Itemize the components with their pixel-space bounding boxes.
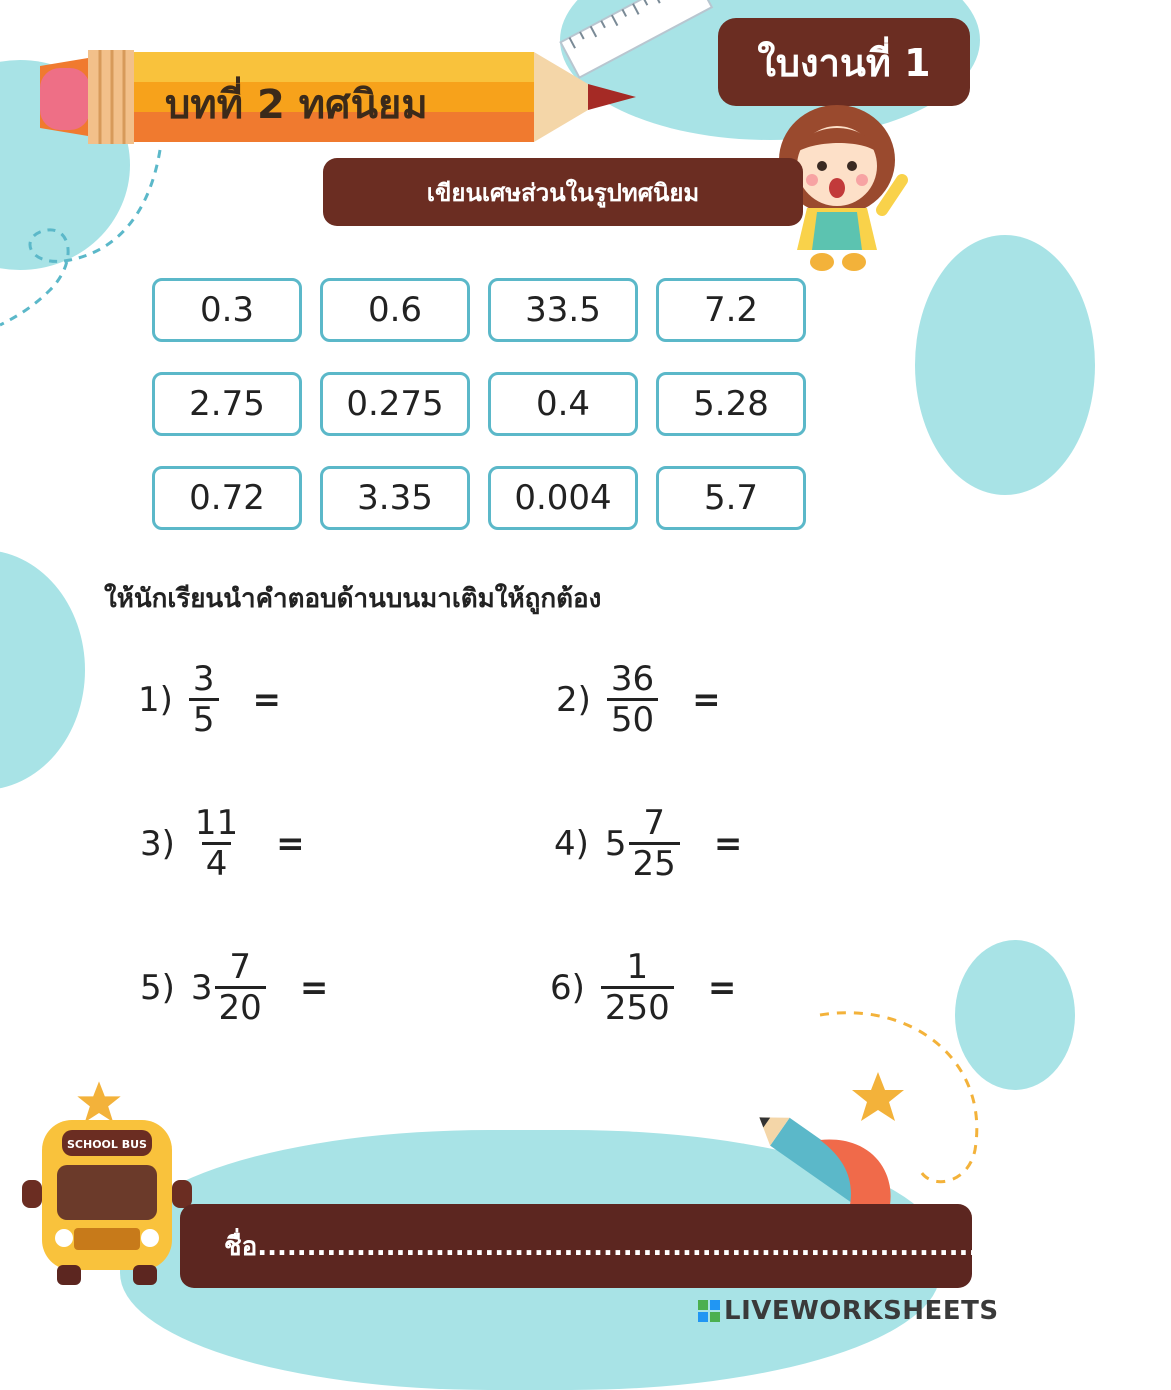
problem-5 (140, 947, 494, 1028)
instruction-banner: เขียนเศษส่วนในรูปทศนิยม (323, 158, 803, 226)
fraction-denominator: 5 (189, 698, 219, 737)
answer-choice[interactable]: 0.6 (320, 278, 470, 342)
fraction (601, 947, 674, 1028)
fraction (629, 803, 680, 884)
fraction (191, 803, 242, 884)
bg-blob-left (0, 550, 85, 790)
problem-number: 6) (550, 967, 585, 1008)
answer-drop-zone[interactable] (297, 676, 447, 724)
problem-1 (138, 659, 447, 740)
answer-drop-zone[interactable] (758, 820, 908, 868)
answer-choice[interactable]: 0.275 (320, 372, 470, 436)
bus-sign-text: SCHOOL BUS (67, 1138, 147, 1151)
equals-sign: = (713, 823, 743, 864)
answer-drop-zone[interactable] (344, 964, 494, 1012)
answer-choice[interactable]: 0.4 (488, 372, 638, 436)
answer-choice[interactable]: 0.72 (152, 466, 302, 530)
name-field[interactable]: ชื่อ......................................................................... (224, 1231, 979, 1262)
fraction-denominator: 250 (601, 986, 674, 1025)
answer-choice[interactable]: 2.75 (152, 372, 302, 436)
fraction-numerator: 11 (194, 803, 239, 843)
equals-sign: = (276, 823, 305, 864)
crayon-decoration-icon (810, 1130, 900, 1210)
answer-choice[interactable]: 7.2 (656, 278, 806, 342)
equals-sign: = (707, 967, 737, 1008)
task-prompt: ให้นักเรียนนำคำตอบด้านบนมาเติมให้ถูกต้อง (104, 584, 602, 614)
problem-number: 2) (556, 679, 591, 720)
fraction-denominator: 4 (202, 842, 232, 881)
liveworksheets-logo-icon (698, 1300, 720, 1322)
problem-3 (140, 803, 471, 884)
fraction-denominator: 50 (607, 698, 658, 737)
answer-choice[interactable]: 0.3 (152, 278, 302, 342)
answer-choice[interactable]: 5.7 (656, 466, 806, 530)
fraction-numerator: 1 (626, 947, 649, 987)
equals-sign: = (692, 679, 721, 720)
answer-drop-zone[interactable] (321, 820, 471, 868)
fraction-numerator: 3 (192, 659, 215, 699)
chapter-title: บทที่ 2 ทศนิยม (165, 82, 428, 128)
mixed-whole-number: 3 (190, 967, 213, 1008)
mixed-whole-number: 5 (604, 823, 627, 864)
problem-number: 4) (554, 823, 589, 864)
fraction (607, 659, 658, 740)
fraction-numerator: 7 (643, 803, 665, 843)
problem-number: 5) (140, 967, 175, 1008)
answer-choice[interactable]: 33.5 (488, 278, 638, 342)
worksheet-badge: ใบงานที่ 1 (718, 18, 970, 106)
problem-2 (556, 659, 887, 740)
fraction-numerator: 7 (229, 947, 251, 987)
class-field[interactable]: ชั้น ............. (998, 1231, 1171, 1262)
bg-blob-right (915, 235, 1095, 495)
brand-text: LIVEWORKSHEETS (724, 1296, 999, 1326)
equals-sign: = (252, 679, 282, 720)
answer-choices-grid (152, 278, 812, 530)
answer-choice[interactable]: 3.35 (320, 466, 470, 530)
answer-choice[interactable]: 0.004 (488, 466, 638, 530)
school-bus-illustration (12, 1110, 202, 1290)
student-info-bar (180, 1204, 1171, 1288)
liveworksheets-brand (698, 1296, 999, 1326)
problem-6 (550, 947, 902, 1028)
answer-drop-zone[interactable] (752, 964, 902, 1012)
fraction-denominator: 25 (629, 842, 680, 881)
equals-sign: = (299, 967, 329, 1008)
problem-number: 3) (140, 823, 175, 864)
fraction-denominator: 20 (215, 986, 266, 1025)
fraction (215, 947, 266, 1028)
fraction-numerator: 36 (610, 659, 655, 699)
answer-choice[interactable]: 5.28 (656, 372, 806, 436)
problem-4 (554, 803, 908, 884)
fraction (189, 659, 219, 740)
problem-number: 1) (138, 679, 173, 720)
answer-drop-zone[interactable] (737, 676, 887, 724)
